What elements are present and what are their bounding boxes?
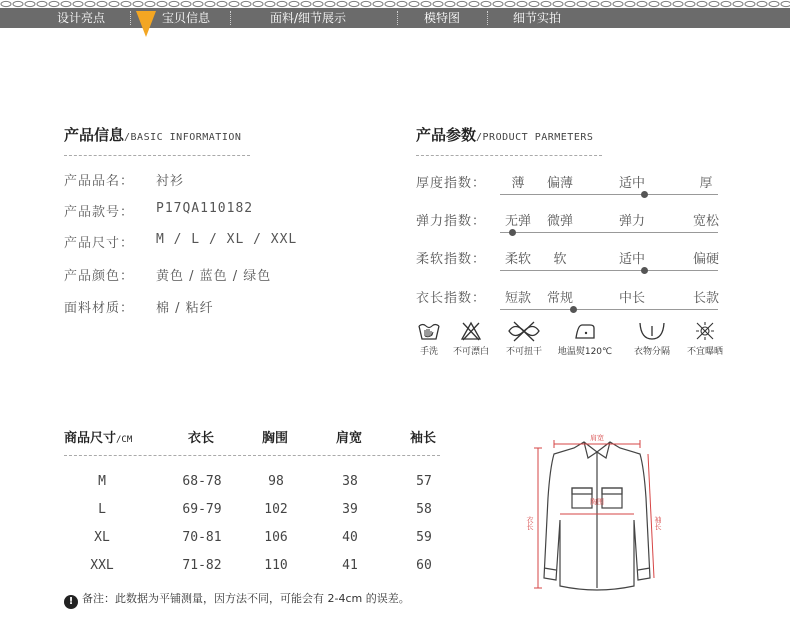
product-params-subtitle: /PRODUCT PARMETERS <box>476 132 594 143</box>
param-option: 微弹 <box>546 214 573 229</box>
size-col-chest: 胸围 <box>262 431 289 446</box>
divider <box>64 155 250 156</box>
param-option: 宽松 <box>692 214 719 229</box>
size-table-unit: /CM <box>116 435 133 445</box>
no-wring-icon <box>506 320 542 342</box>
care-separate <box>626 320 678 357</box>
info-value-name: 衬衫 <box>156 174 185 189</box>
size-cell-value: 106 <box>264 530 288 545</box>
nav-separator <box>397 11 398 25</box>
divider <box>416 155 602 156</box>
param-label: 衣长指数： <box>416 291 487 306</box>
param-option: 弹力 <box>618 214 645 229</box>
size-cell-size: XXL <box>90 558 114 573</box>
size-cell-value: 41 <box>342 558 358 573</box>
nav-separator <box>230 11 231 25</box>
nav-item-model[interactable]: 模特图 <box>424 11 461 25</box>
size-cell-size: M <box>98 474 106 489</box>
nav-item-info[interactable]: 宝贝信息 <box>162 11 211 25</box>
size-cell-size: XL <box>94 530 110 545</box>
size-cell-value: 70-81 <box>182 530 222 545</box>
info-value-color: 黄色 / 蓝色 / 绿色 <box>156 269 272 284</box>
size-cell-size: L <box>98 502 106 517</box>
top-nav <box>0 0 790 34</box>
size-table-title-text: 商品尺寸 <box>64 431 117 446</box>
nav-separator <box>487 11 488 25</box>
no-sun-icon <box>694 320 716 342</box>
nav-item-design[interactable]: 设计亮点 <box>57 11 106 25</box>
size-col-sleeve: 袖长 <box>410 431 437 446</box>
note-text: 备注：此数据为平铺测量，因方法不同，可能会有 2-4cm 的误差。 <box>82 592 410 605</box>
param-option: 偏硬 <box>692 252 719 267</box>
care-low-iron <box>554 320 616 357</box>
param-option: 薄 <box>511 176 525 191</box>
active-nav-marker <box>136 11 156 37</box>
size-cell-value: 57 <box>416 474 432 489</box>
low-iron-icon <box>572 320 598 342</box>
param-scale-line <box>500 309 718 310</box>
param-option: 长款 <box>692 291 719 306</box>
info-icon: ! <box>64 595 78 609</box>
info-value-material: 棉 / 粘纤 <box>156 301 214 316</box>
size-cell-value: 68-78 <box>182 474 222 489</box>
size-cell-value: 58 <box>416 502 432 517</box>
info-label-color: 产品颜色： <box>64 269 135 284</box>
shoulder-label: 肩宽 <box>590 434 604 442</box>
param-option: 软 <box>553 252 567 267</box>
param-scale-line <box>500 232 718 233</box>
care-no-wring <box>500 320 548 357</box>
param-label: 厚度指数： <box>416 176 487 191</box>
size-cell-value: 59 <box>416 530 432 545</box>
care-label: 手洗 <box>419 347 438 357</box>
nav-item-detail[interactable]: 细节实拍 <box>513 11 562 25</box>
param-option: 适中 <box>618 176 645 191</box>
care-label: 不宜曝晒 <box>686 347 723 357</box>
care-label: 不可漂白 <box>452 347 489 357</box>
shirt-size-diagram <box>522 428 672 596</box>
param-label: 弹力指数： <box>416 214 487 229</box>
product-params-title <box>416 124 593 145</box>
info-label-style-no: 产品款号： <box>64 205 135 220</box>
param-option: 偏薄 <box>546 176 573 191</box>
size-table-title <box>64 427 132 446</box>
size-col-shoulder: 肩宽 <box>336 431 363 446</box>
product-params-title-text: 产品参数 <box>416 126 477 144</box>
length-label: 衣长 <box>526 516 534 530</box>
param-option: 常规 <box>546 291 573 306</box>
param-option: 无弹 <box>504 214 531 229</box>
param-option: 柔软 <box>504 252 531 267</box>
param-selected-dot <box>509 229 516 236</box>
size-cell-value: 38 <box>342 474 358 489</box>
care-label: 不可扭干 <box>505 347 542 357</box>
size-cell-value: 110 <box>264 558 288 573</box>
product-info-title <box>64 124 241 145</box>
param-selected-dot <box>641 267 648 274</box>
nav-strip <box>0 8 790 28</box>
nav-border-pattern <box>0 0 790 8</box>
info-value-style-no: P17QA110182 <box>156 201 254 216</box>
size-cell-value: 60 <box>416 558 432 573</box>
size-cell-value: 71-82 <box>182 558 222 573</box>
size-cell-value: 98 <box>268 474 284 489</box>
param-selected-dot <box>641 191 648 198</box>
care-no-bleach <box>446 320 496 357</box>
info-label-name: 产品品名： <box>64 174 135 189</box>
hand-wash-icon <box>417 320 441 342</box>
size-col-length: 衣长 <box>188 431 215 446</box>
info-label-size: 产品尺寸： <box>64 236 135 251</box>
size-cell-value: 39 <box>342 502 358 517</box>
info-label-material: 面料材质： <box>64 301 135 316</box>
size-cell-value: 102 <box>264 502 288 517</box>
separate-wash-icon <box>637 320 667 342</box>
divider <box>64 455 440 456</box>
param-option: 厚 <box>699 176 713 191</box>
param-scale-line <box>500 194 718 195</box>
care-label: 地温熨120℃ <box>557 347 613 357</box>
param-selected-dot <box>570 306 577 313</box>
product-info-title-text: 产品信息 <box>64 126 125 144</box>
product-info-subtitle: /BASIC INFORMATION <box>124 132 242 143</box>
nav-separator <box>130 11 131 25</box>
nav-item-fabric[interactable]: 面料/细节展示 <box>270 11 347 25</box>
note <box>64 590 410 609</box>
chest-label: 胸围 <box>590 498 604 506</box>
sleeve-label: 袖长 <box>654 516 662 530</box>
care-label: 衣物分隔 <box>633 347 670 357</box>
param-option: 短款 <box>504 291 531 306</box>
param-scale-line <box>500 270 718 271</box>
param-option: 适中 <box>618 252 645 267</box>
param-label: 柔软指数： <box>416 252 487 267</box>
care-no-sun <box>680 320 730 357</box>
no-bleach-icon <box>460 320 482 342</box>
size-cell-value: 40 <box>342 530 358 545</box>
param-option: 中长 <box>618 291 645 306</box>
info-value-size: M / L / XL / XXL <box>156 232 298 247</box>
shirt-outline <box>544 442 650 590</box>
care-hand-wash <box>414 320 444 357</box>
size-cell-value: 69-79 <box>182 502 222 517</box>
